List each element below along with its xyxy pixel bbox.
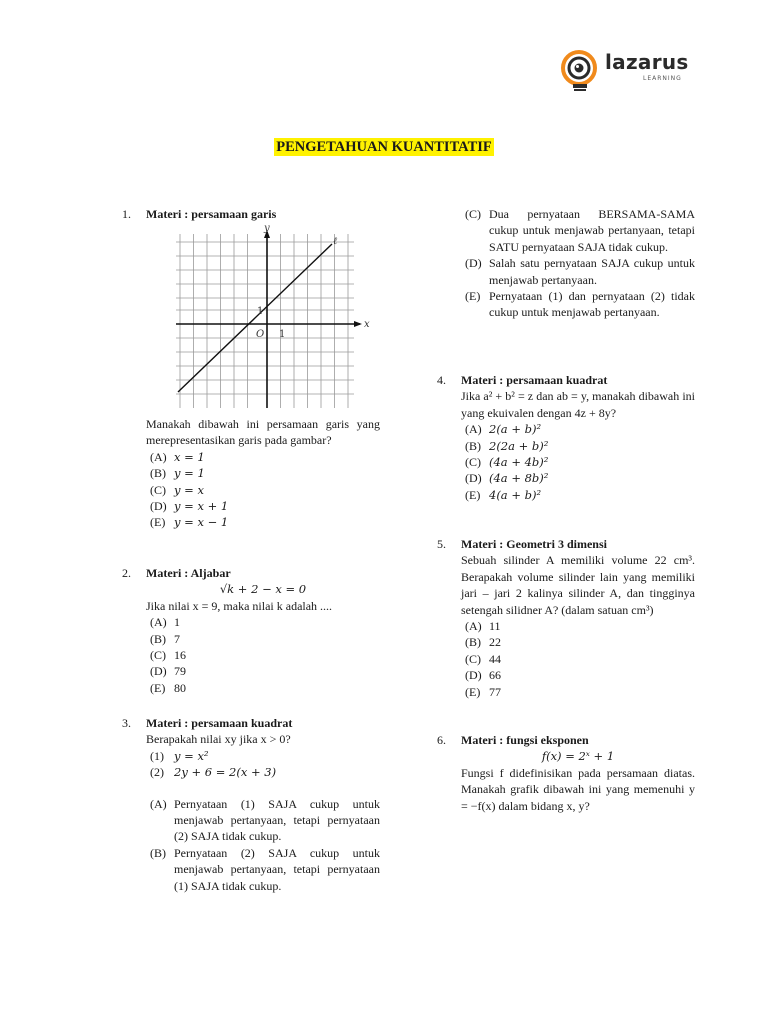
question-topic: Materi : fungsi eksponen (461, 733, 589, 747)
question-topic: Materi : persamaan garis (146, 207, 277, 221)
question-1-body (146, 416, 380, 531)
question-number: 3. (122, 716, 131, 730)
option-e[interactable]: (E) 80 (150, 680, 186, 695)
option-e[interactable]: (E) 77 (465, 684, 501, 699)
option-d[interactable]: (D) 66 (465, 668, 501, 683)
question-number: 4. (437, 373, 446, 387)
graph-line (178, 244, 332, 392)
logo-text: lazarus (605, 50, 689, 74)
question-4 (437, 372, 695, 503)
question-text: Jika a² + b² = z dan ab = y, manakah dibawah ini yang ekuivalen dengan 4z + 8y? (461, 389, 695, 420)
question-3-continued (461, 206, 695, 321)
x-tick-label: 1 (279, 329, 286, 340)
question-number: 1. (122, 207, 131, 221)
line-label: ℓ (333, 236, 338, 247)
statement-1: (1) y = x² (150, 748, 209, 763)
page-title: PENGETAHUAN KUANTITATIF (276, 139, 492, 155)
option-d[interactable]: (D) y = x + 1 (150, 499, 229, 514)
option-d[interactable]: (D) 79 (150, 664, 186, 679)
question-1 (122, 206, 380, 222)
question-text: Manakah dibawah ini persamaan garis yang merepresentasikan garis pada gambar? (146, 417, 380, 448)
question-topic: Materi : persamaan kuadrat (146, 716, 293, 730)
question-text: Jika nilai x = 9, maka nilai k adalah .... (146, 598, 333, 613)
question-number: 5. (437, 537, 446, 551)
y-axis-label: y (264, 223, 270, 234)
option-c[interactable]: (C) 16 (150, 648, 186, 663)
question-number: 2. (122, 566, 131, 580)
equation: √k + 2 − x = 0 (219, 582, 307, 597)
option-e[interactable]: (E) y = x − 1 (150, 515, 229, 530)
question-3 (122, 715, 380, 894)
option-b[interactable]: (B) y = 1 (150, 466, 205, 481)
question-text: Fungsi f didefinisikan pada persamaan diatas. Manakah grafik dibawah ini yang memenuhi y = −f(x) dalam bidang x, y? (461, 765, 695, 813)
x-axis-label: x (364, 319, 370, 330)
question-topic: Materi : Aljabar (146, 566, 231, 580)
question-6 (437, 732, 695, 814)
question-topic: Materi : Geometri 3 dimensi (461, 537, 607, 551)
question-5 (437, 536, 695, 700)
y-tick-label: 1 (257, 306, 264, 317)
question-2 (122, 565, 380, 696)
option-a[interactable]: (A) 2(a + b)² (465, 422, 542, 437)
option-a[interactable]: (A) 11 (465, 619, 501, 634)
question-number: 6. (437, 733, 446, 747)
option-e[interactable]: (E) Pernyataan (1) dan pernyataan (2) tidak cukup untuk menjawab pertanyaan. (465, 289, 695, 320)
option-a[interactable]: (A) 1 (150, 615, 180, 630)
statement-2: (2) 2y + 6 = 2(x + 3) (150, 765, 277, 780)
equation: f(x) = 2ˣ + 1 (541, 749, 615, 764)
line-graph (172, 222, 372, 412)
option-d[interactable]: (D) Salah satu pernyataan SAJA cukup untuk menjawab pertanyaan. (465, 256, 695, 287)
question-text: Sebuah silinder A memiliki volume 22 cm³. Berapakah volume silinder lain yang memiliki jari – jari 2 kalinya silinder A, dan tingginya setengah silidner A? (dalam satuan cm³) (461, 553, 695, 617)
option-b[interactable]: (B) 2(2a + b)² (465, 438, 549, 453)
option-a[interactable]: (A) Pernyataan (1) SAJA cukup untuk menjawab pertanyaan, tetapi pernyataan (2) SAJA tidak cukup. (150, 796, 380, 844)
option-c[interactable]: (C) y = x (150, 482, 204, 497)
option-b[interactable]: (B) 22 (465, 635, 501, 650)
option-b[interactable]: (B) Pernyataan (2) SAJA cukup untuk menjawab pertanyaan, tetapi pernyataan (1) SAJA tidak cukup. (150, 845, 380, 893)
option-b[interactable]: (B) 7 (150, 631, 180, 646)
origin-label: O (256, 329, 265, 340)
eye-logo-icon (561, 46, 601, 94)
question-text: Berapakah nilai xy jika x > 0? (146, 732, 291, 747)
option-a[interactable]: (A) x = 1 (150, 449, 205, 464)
brand-logo (561, 44, 701, 100)
question-topic: Materi : persamaan kuadrat (461, 373, 608, 387)
option-c[interactable]: (C) 44 (465, 651, 501, 666)
option-c[interactable]: (C) Dua pernyataan BERSAMA-SAMA cukup untuk menjawab pertanyaan, tetapi SATU pernyataan SAJA tidak cukup. (465, 207, 695, 254)
option-c[interactable]: (C) (4a + 4b)² (465, 455, 549, 470)
option-e[interactable]: (E) 4(a + b)² (465, 487, 542, 502)
option-d[interactable]: (D) (4a + 8b)² (465, 471, 549, 486)
logo-subtext: LEARNING (643, 75, 682, 82)
